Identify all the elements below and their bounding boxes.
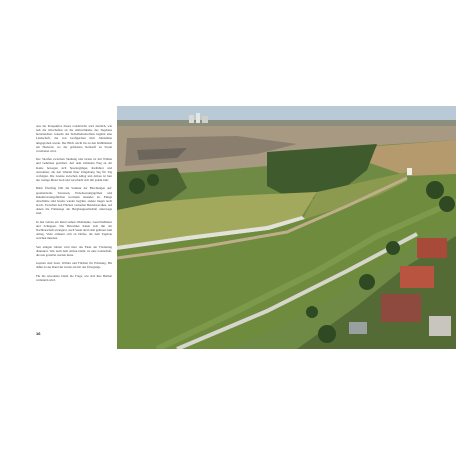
text-column — [36, 124, 112, 344]
paragraph: Aus der Perspektive dieses Landstrichs wird deutlich, wie nah die Ortschaften an die Abbruchkante des Tagebaus heranreichen. Jenseits des Sicherheitsstreifens beginnt eine Landschaft, die von Großgeräten über Jahrzehnte umgegraben wurde. Der Blick reicht bis zu den Kühltürmen am Horizont, wo der geförderte Rohstoff zu Strom verarbeitet wird. — [36, 124, 112, 153]
horizon — [117, 120, 456, 126]
paragraph: In den Gärten am Rand stehen Obstbäume, Gewächshäuser und Schuppen. Die Bewohner haben sich mit der Nachbarschaft arrangiert, doch Staub und Lärm gehören zum Alltag. Viele erinnern sich an Dörfer, die dem Tagebau weichen mussten. — [36, 219, 112, 241]
sky — [117, 106, 456, 122]
paragraph: Geplant sind Seen, Wälder und Flächen für Erholung. Bis dahin ist der Rand der Grube ein Ort des Übergangs. — [36, 261, 112, 270]
paragraph: Beim Überflug fällt die Struktur der Böschungen auf: geometrische Terrassen, Entwässerungsgräben und Rekultivierungsflächen wechseln einander ab. Einige Abschnitte sind bereits wieder begrünt, andere liegen noch brach. Zwischen den Flächen verlaufen Betriebsstraßen, auf denen die Fahrzeuge der Bergbaugesellschaft unterwegs sind. — [36, 186, 112, 216]
tower — [407, 168, 412, 175]
paragraph: Der Streifen zwischen Siedlung und Grube ist mit Wällen und Gehölzen gesichert. Auf dem schmalen Weg an der Kante bewegen sich Spaziergänger, Radfahrer und Anwohner, die den Wandel ihrer Umgebung Tag für Tag verfolgen. Die Grenze zwischen Alltag und Abbau ist hier nur wenige Meter breit und verschiebt sich mit jedem Jahr. — [36, 157, 112, 183]
paragraph: Für die Anwohner bleibt die Frage, wie sich ihre Heimat verändern wird. — [36, 273, 112, 282]
paragraph: Seit einigen Jahren wird über das Ende der Förderung diskutiert. Was nach dem Abbau bleibt, ist eine Landschaft, die neu gestaltet werden muss. — [36, 244, 112, 257]
page-number: 16 — [36, 331, 41, 336]
aerial-photo-illustration — [117, 106, 456, 349]
aerial-photo — [117, 106, 456, 349]
